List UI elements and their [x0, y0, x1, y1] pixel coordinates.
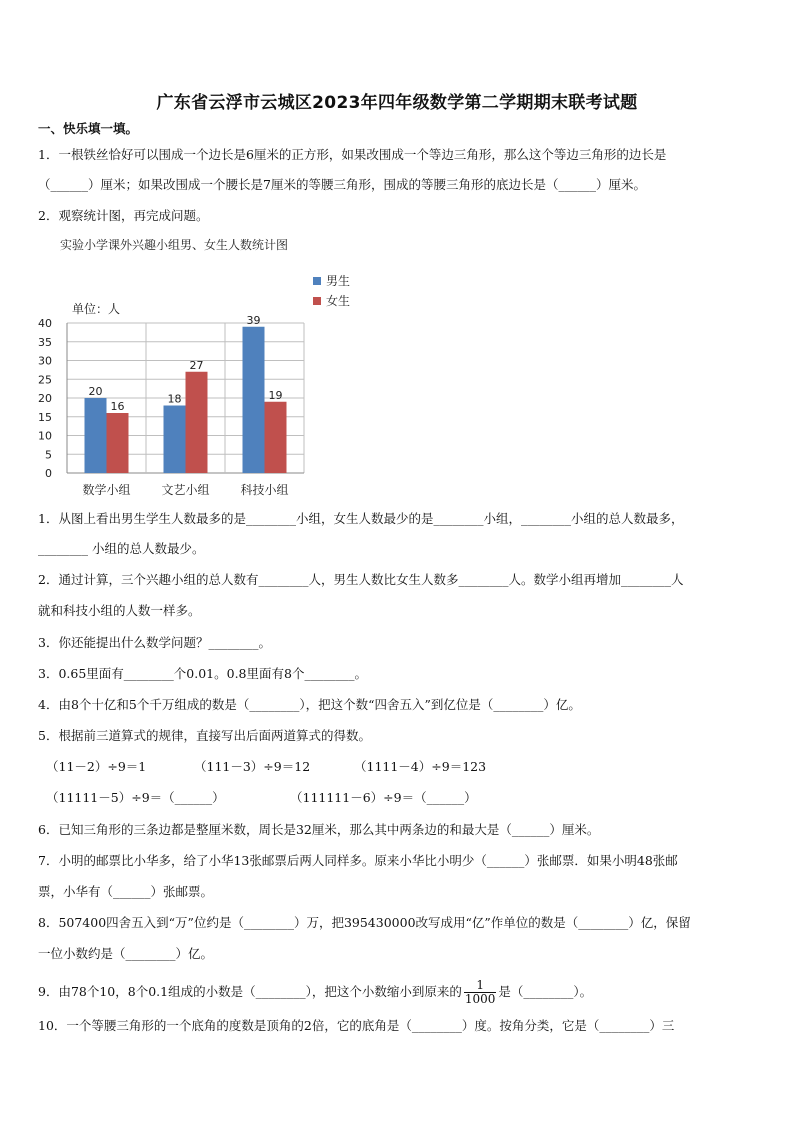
y-axis-unit-label: 单位：人 [72, 302, 121, 316]
bar-boys [243, 327, 265, 473]
bar-girls [186, 372, 208, 473]
bar-value-label: 18 [167, 392, 182, 406]
y-tick-label: 5 [45, 448, 52, 462]
sub-question-2-line-1: 2．通过计算，三个兴趣小组的总人数有________人，男生人数比女生人数多________人。数学小组再增加________人 [38, 572, 684, 587]
question-7-line-2: 票，小华有（______）张邮票。 [38, 884, 214, 899]
question-9-part-2: 是（________）。 [498, 984, 593, 999]
sub-question-2-line-2: 就和科技小组的人数一样多。 [38, 603, 201, 618]
sub-question-3: 3．你还能提出什么数学问题？________。 [38, 635, 271, 650]
question-8-line-2: 一位小数约是（________）亿。 [38, 946, 214, 961]
question-3: 3．0.65里面有________个0.01。0.8里面有8个________。 [38, 666, 367, 681]
legend-swatch-boys [313, 277, 321, 285]
bar-value-label: 27 [189, 358, 204, 372]
legend-label: 女生 [326, 294, 351, 308]
question-1-line-2: （______）厘米；如果改围成一个腰长是7厘米的等腰三角形，围成的等腰三角形的底边长是（______）厘米。 [38, 177, 646, 192]
legend-label: 男生 [326, 274, 351, 288]
x-category-label: 数学小组 [82, 483, 131, 497]
bar-chart [30, 265, 370, 505]
bar-boys [85, 398, 107, 473]
bar-value-label: 20 [88, 385, 103, 398]
y-tick-label: 15 [38, 410, 52, 424]
y-tick-label: 20 [38, 392, 52, 405]
fraction [464, 979, 497, 1006]
sub-question-1-line-2: ________ 小组的总人数最少。 [38, 541, 205, 556]
bar-value-label: 39 [246, 313, 261, 327]
legend-swatch-girls [313, 297, 321, 305]
question-6: 6．已知三角形的三条边都是整厘米数，周长是32厘米，那么其中两条边的和最大是（______）厘米。 [38, 822, 600, 837]
equation-1: （11－2）÷9＝1 [46, 759, 147, 774]
y-tick-label: 30 [38, 354, 52, 368]
equation-2: （111－3）÷9＝12 [194, 759, 311, 774]
y-tick-label: 25 [38, 373, 52, 387]
bar-value-label: 16 [110, 400, 125, 413]
fraction-numerator: 1 [464, 979, 497, 993]
fraction-denominator: 1000 [464, 992, 496, 1006]
equation-3: （1111－4）÷9＝123 [354, 759, 487, 774]
y-tick-label: 35 [38, 335, 52, 349]
y-tick-label: 40 [38, 317, 52, 330]
question-8-line-1: 8．507400四舍五入到“万”位约是（________）万，把395430000改写成用“亿”作单位的数是（________）亿，保留 [38, 915, 691, 930]
question-1-line-1: 1．一根铁丝恰好可以围成一个边长是6厘米的正方形，如果改围成一个等边三角形，那么这个等边三角形的边长是 [38, 147, 667, 162]
sub-question-1-line-1: 1．从图上看出男生学生人数最多的是________小组，女生人数最少的是________小组，________小组的总人数最多， [38, 511, 684, 526]
page-title: 广东省云浮市云城区2023年四年级数学第二学期期末联考试题 [156, 93, 638, 113]
question-2-line-1: 2．观察统计图，再完成问题。 [38, 208, 209, 223]
bar-girls [265, 402, 287, 473]
section-heading: 一、快乐填一填。 [38, 121, 139, 136]
question-10-line-1: 10．一个等腰三角形的一个底角的度数是顶角的2倍，它的底角是（________）度。按角分类，它是（________）三 [38, 1018, 675, 1033]
bar-boys [164, 406, 186, 474]
y-tick-label: 0 [45, 467, 52, 480]
y-tick-label: 10 [38, 429, 52, 443]
bar-girls [107, 413, 129, 473]
equation-5: （111111－6）÷9＝（______） [290, 790, 477, 805]
x-category-label: 科技小组 [240, 483, 289, 497]
question-7-line-1: 7．小明的邮票比小华多，给了小华13张邮票后两人同样多。原来小华比小明少（______）张邮票．如果小明48张邮 [38, 853, 678, 868]
question-9-part-1: 9．由78个10，8个0.1组成的小数是（________），把这个小数缩小到原来的 [38, 984, 462, 999]
equation-4: （11111－5）÷9＝（______） [46, 790, 225, 805]
bar-value-label: 19 [268, 388, 283, 402]
question-4: 4．由8个十亿和5个千万组成的数是（________），把这个数“四舍五入”到亿位是（________）亿。 [38, 697, 581, 712]
x-category-label: 文艺小组 [161, 483, 210, 497]
question-9 [38, 974, 592, 1010]
chart-title: 实验小学课外兴趣小组男、女生人数统计图 [60, 238, 289, 252]
question-5-line-1: 5．根据前三道算式的规律，直接写出后面两道算式的得数。 [38, 728, 371, 743]
